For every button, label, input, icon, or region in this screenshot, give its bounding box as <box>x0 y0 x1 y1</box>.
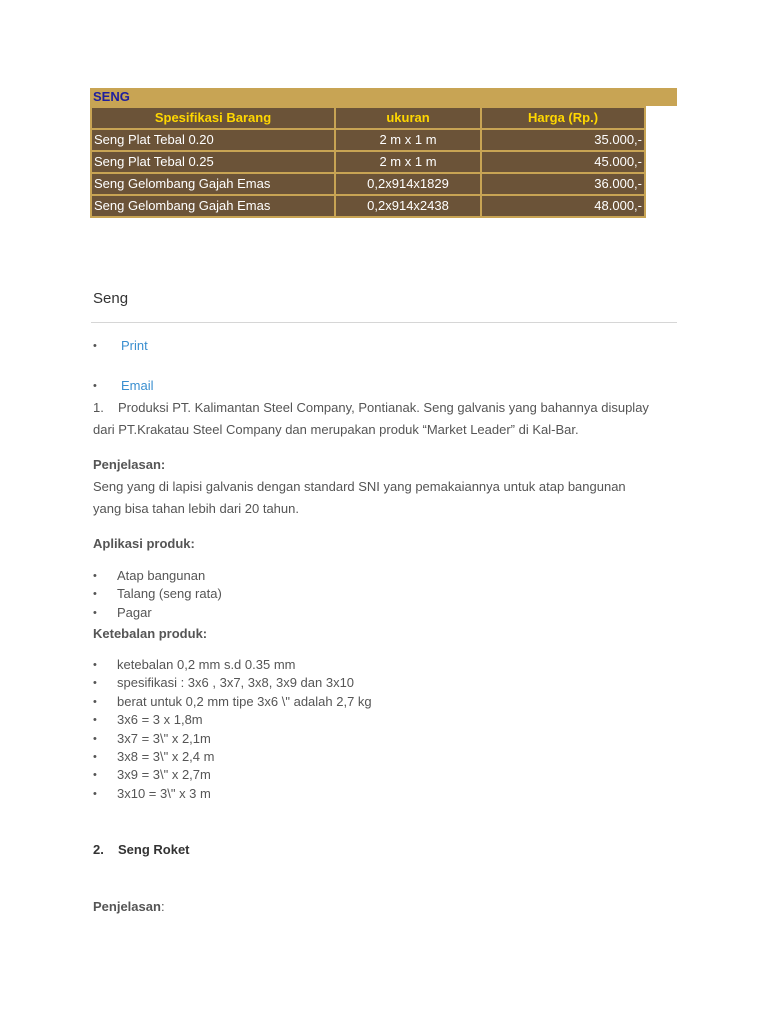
list-item: • 3x6 = 3 x 1,8m <box>93 711 372 729</box>
share-print-item <box>93 336 148 356</box>
email-link[interactable]: Email <box>121 378 154 393</box>
table-row <box>91 129 645 151</box>
ketebalan-label: Ketebalan produk: <box>93 626 208 641</box>
share-email-item <box>93 376 154 396</box>
list-item: • ketebalan 0,2 mm s.d 0.35 mm <box>93 656 372 674</box>
penjelasan-text-line2: yang bisa tahan lebih dari 20 tahun. <box>93 501 299 516</box>
column-header-harga: Harga (Rp.) <box>481 107 645 129</box>
item1-text-line1: Produksi PT. Kalimantan Steel Company, Pontianak. Seng galvanis yang bahannya disuplay <box>118 400 649 415</box>
price-table-title-bar <box>90 88 677 106</box>
cell-harga: 45.000,- <box>481 151 645 173</box>
item1-text-line2: dari PT.Krakatau Steel Company dan merupakan produk “Market Leader” di Kal-Bar. <box>93 422 579 437</box>
cell-ukuran: 0,2x914x1829 <box>335 173 481 195</box>
cell-ukuran: 2 m x 1 m <box>335 129 481 151</box>
price-table <box>90 106 646 218</box>
item1-paragraph <box>93 397 693 441</box>
cell-harga: 35.000,- <box>481 129 645 151</box>
cell-spesifikasi: Seng Plat Tebal 0.25 <box>91 151 335 173</box>
item1-number: 1. <box>93 400 104 415</box>
item2-number: 2. <box>93 842 104 857</box>
list-item: • berat untuk 0,2 mm tipe 3x6 \" adalah 2,7 kg <box>93 693 372 711</box>
penjelasan-paragraph <box>93 476 693 520</box>
list-item: • Talang (seng rata) <box>93 585 222 603</box>
item2-title: Seng Roket <box>118 842 190 857</box>
list-item: • 3x8 = 3\" x 2,4 m <box>93 748 372 766</box>
column-header-ukuran: ukuran <box>335 107 481 129</box>
cell-spesifikasi: Seng Gelombang Gajah Emas <box>91 195 335 217</box>
print-link[interactable]: Print <box>121 338 148 353</box>
cell-harga: 36.000,- <box>481 173 645 195</box>
penjelasan-label: Penjelasan: <box>93 457 166 472</box>
list-item: • Pagar <box>93 604 222 622</box>
penjelasan2-label: Penjelasan <box>93 899 161 914</box>
cell-spesifikasi: Seng Gelombang Gajah Emas <box>91 173 335 195</box>
column-header-spesifikasi: Spesifikasi Barang <box>91 107 335 129</box>
penjelasan2-paragraph <box>93 896 693 918</box>
table-row <box>91 151 645 173</box>
cell-harga: 48.000,- <box>481 195 645 217</box>
list-item: • spesifikasi : 3x6 , 3x7, 3x8, 3x9 dan 3x10 <box>93 674 372 692</box>
aplikasi-label: Aplikasi produk: <box>93 536 195 551</box>
price-table-block <box>90 88 677 218</box>
penjelasan2-colon: : <box>160 899 165 914</box>
article-title: Seng <box>93 290 129 307</box>
cell-spesifikasi: Seng Plat Tebal 0.20 <box>91 129 335 151</box>
title-divider <box>91 322 677 323</box>
table-row <box>91 173 645 195</box>
price-table-title: SENG <box>93 89 130 104</box>
penjelasan-text-line1: Seng yang di lapisi galvanis dengan standard SNI yang pemakaiannya untuk atap bangunan <box>93 479 626 494</box>
list-item: • 3x9 = 3\" x 2,7m <box>93 766 372 784</box>
table-row <box>91 195 645 217</box>
cell-ukuran: 0,2x914x2438 <box>335 195 481 217</box>
share-email-list <box>93 376 154 396</box>
share-print-list <box>93 336 148 356</box>
item2-heading <box>93 839 693 861</box>
list-item: • 3x7 = 3\" x 2,1m <box>93 730 372 748</box>
cell-ukuran: 2 m x 1 m <box>335 151 481 173</box>
list-item: • 3x10 = 3\" x 3 m <box>93 785 372 803</box>
aplikasi-list <box>93 567 222 622</box>
list-item: • Atap bangunan <box>93 567 222 585</box>
ketebalan-list <box>93 656 372 803</box>
table-header-row <box>91 107 645 129</box>
